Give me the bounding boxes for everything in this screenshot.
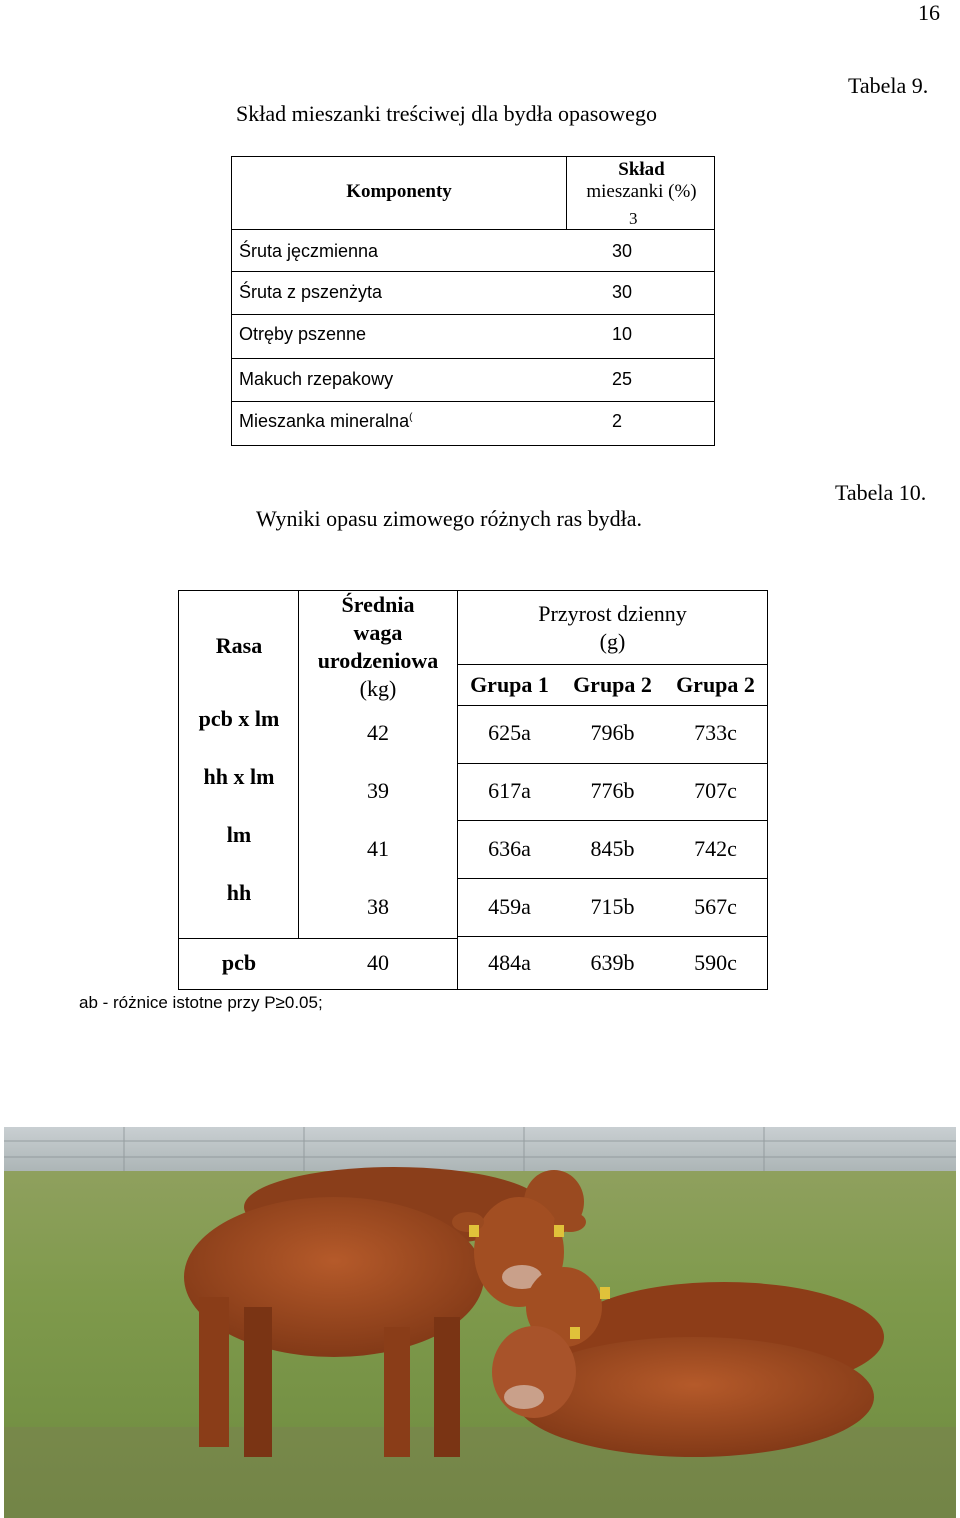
table9-row-value: 30 xyxy=(612,241,633,261)
table9-row-name: Śruta jęczmienna xyxy=(239,241,379,261)
table9-row-name: Otręby pszenne xyxy=(239,324,367,344)
table9-row-name: Makuch rzepakowy xyxy=(239,369,394,389)
table10-rule xyxy=(178,590,768,591)
table9-row-value: 25 xyxy=(612,369,633,389)
table10-header-weight-unit: (kg) xyxy=(359,676,397,701)
table10-gain-g2: 776b xyxy=(590,778,635,803)
table10-gain-g1: 617a xyxy=(488,778,531,803)
table10-gain-g2: 845b xyxy=(590,836,635,861)
table10-breed: pcb xyxy=(221,950,257,975)
table9-row-value: 10 xyxy=(612,324,633,344)
table10-header-weight-2: waga xyxy=(353,620,403,645)
table10-header-gain-title: Przyrost dzienny xyxy=(538,601,687,626)
table9-label: Tabela 9. xyxy=(848,73,929,98)
table9-row-name: Śruta z pszenżyta xyxy=(239,282,383,302)
table10-gain-g3: 707c xyxy=(694,778,737,803)
table10-header-gain xyxy=(458,600,767,656)
table10-breed: pcb x lm xyxy=(198,706,280,731)
table10-breed: hh x lm xyxy=(203,764,275,789)
table10-rule xyxy=(457,763,768,764)
table10-rule xyxy=(457,936,768,937)
table9-header-subcol: 3 xyxy=(629,209,638,228)
table10-gain-g3: 742c xyxy=(694,836,737,861)
table10-gain-g2: 639b xyxy=(590,950,635,975)
table10-group-label: Grupa 2 xyxy=(573,672,652,697)
table9-row-value: 30 xyxy=(612,282,633,302)
table10-rule xyxy=(178,989,768,990)
table10-header-weight xyxy=(299,591,457,703)
table10-breed: hh xyxy=(226,880,252,905)
table9-row-value: 2 xyxy=(612,411,623,431)
table10-rule xyxy=(457,664,768,665)
table10-weight: 39 xyxy=(367,778,389,803)
table10-title: Wyniki opasu zimowego różnych ras bydła. xyxy=(256,506,643,531)
table9-row-sup: ( xyxy=(409,412,413,423)
page-number: 16 xyxy=(918,0,940,25)
table10-group-label: Grupa 2 xyxy=(676,672,755,697)
table10-weight: 41 xyxy=(367,836,389,861)
table9-header-mix-line2: mieszanki (%) xyxy=(586,181,697,202)
table10-group-label: Grupa 1 xyxy=(470,672,549,697)
table10-footnote: ab - różnice istotne przy P≥0.05; xyxy=(79,993,323,1012)
table10-header-weight-1: Średnia xyxy=(341,592,415,617)
table10-gain-g1: 459a xyxy=(488,894,531,919)
table10-breed: lm xyxy=(226,822,252,847)
table10-rule xyxy=(457,820,768,821)
table10-label: Tabela 10. xyxy=(835,480,927,505)
table10-gain-g1: 625a xyxy=(488,720,531,745)
table10-rule xyxy=(457,878,768,879)
table10-gain-g3: 733c xyxy=(694,720,737,745)
table10-gain-g2: 796b xyxy=(590,720,635,745)
table10-gain-g2: 715b xyxy=(590,894,635,919)
table10-header-gain-unit: (g) xyxy=(599,629,626,654)
table10-rule xyxy=(457,705,768,706)
table10-gain-g1: 484a xyxy=(488,950,531,975)
table10-weight: 38 xyxy=(367,894,389,919)
table9-title: Skład mieszanki treściwej dla bydła opasowego xyxy=(236,101,657,126)
table10-header-breed: Rasa xyxy=(215,633,263,658)
table9-row-name-text: Mieszanka mineralna xyxy=(239,411,410,431)
table9-header-components: Komponenty xyxy=(346,181,452,202)
table10-gain-g3: 590c xyxy=(694,950,737,975)
table10-rule xyxy=(767,590,768,990)
calves-photo xyxy=(4,1127,956,1518)
table9-header-mix-line1: Skład xyxy=(618,159,665,180)
table10-header-weight-3: urodzeniowa xyxy=(317,648,439,673)
table10-weight: 40 xyxy=(367,950,389,975)
table10-gain-g1: 636a xyxy=(488,836,531,861)
table10-rule xyxy=(178,938,458,939)
calves-photo-illustration xyxy=(4,1127,956,1518)
table10-gain-g3: 567c xyxy=(694,894,737,919)
table10-weight: 42 xyxy=(367,720,389,745)
